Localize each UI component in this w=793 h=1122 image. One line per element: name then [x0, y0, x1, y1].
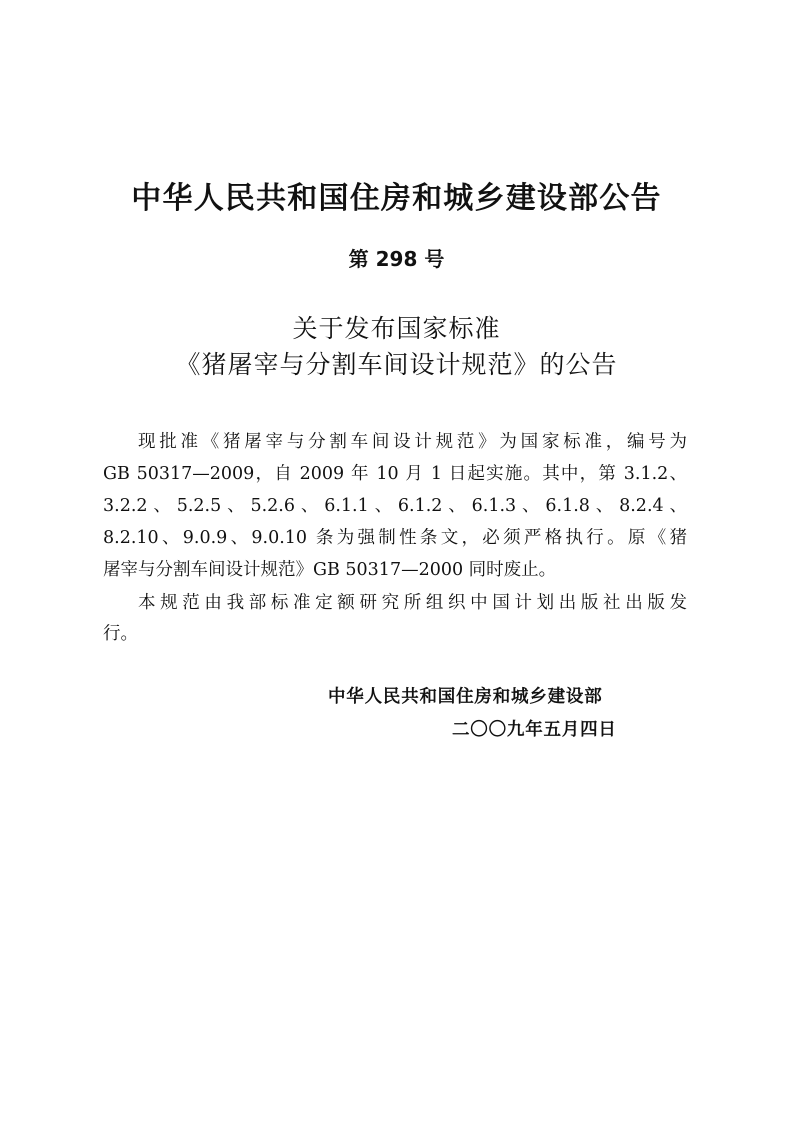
subject-line-2: 《猪屠宰与分割车间设计规范》的公告: [175, 350, 618, 379]
paragraph-2-line-1: 本规范由我部标准定额研究所组织中国计划出版社出版发: [138, 593, 687, 613]
announcement-title: 中华人民共和国住房和城乡建设部公告: [131, 181, 662, 216]
paragraph-1-line-3: 3.2.2、5.2.5、5.2.6、6.1.1、6.1.2、6.1.3、6.1.8、8.2.4、: [103, 496, 687, 516]
paragraph-1-line-4: 8.2.10、9.0.9、9.0.10 条为强制性条文，必须严格执行。原《猪: [103, 528, 687, 548]
paragraph-1-line-5: 屠宰与分割车间设计规范》GB 50317—2000 同时废止。: [103, 560, 557, 580]
signature-agency: 中华人民共和国住房和城乡建设部: [328, 687, 603, 707]
paragraph-1-line-1: 现批准《猪屠宰与分割车间设计规范》为国家标准，编号为: [138, 432, 687, 452]
paragraph-2-line-2: 行。: [103, 624, 138, 644]
signature-date: 二〇〇九年五月四日: [452, 720, 617, 740]
paragraph-1-line-2: GB 50317—2009，自 2009 年 10 月 1 日起实施。其中，第 3.1.2、: [103, 464, 687, 484]
notice-number: 第 298 号: [348, 247, 445, 271]
subject-line-1: 关于发布国家标准: [292, 314, 501, 343]
